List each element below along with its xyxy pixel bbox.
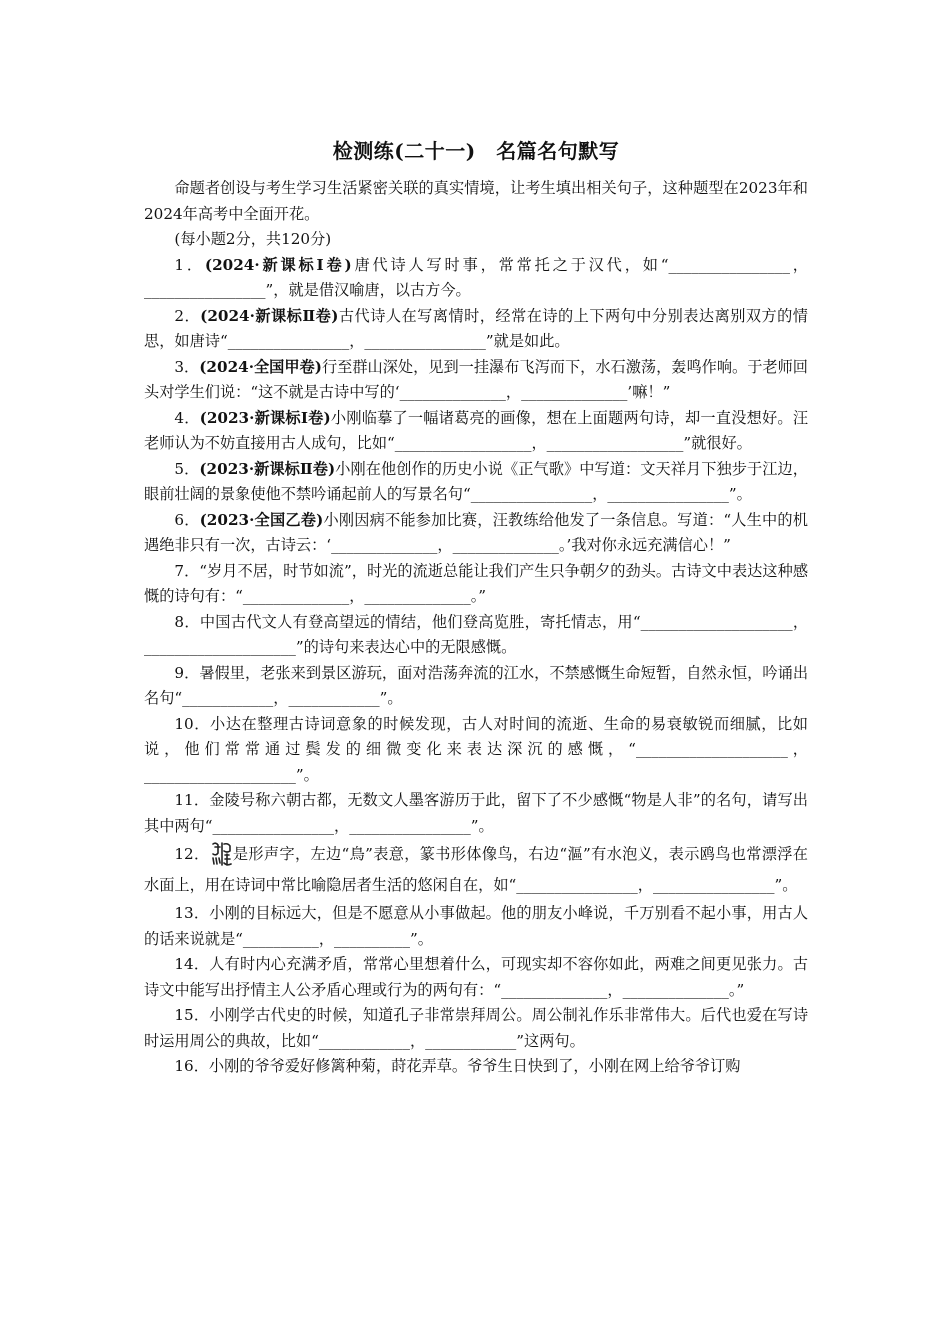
question-text: 人有时内心充满矛盾，常常心里想着什么，可现实却不容你如此，两难之间更见张力。古诗文中能写出抒情主人公矛盾心理或行为的两句有：“______________，______________。” — [144, 955, 809, 999]
question-source: (2024·全国甲卷) — [199, 357, 322, 376]
question-source: (2023·新课标Ⅱ卷) — [199, 459, 336, 478]
question-number: 7． — [174, 561, 200, 580]
question-number: 16． — [174, 1057, 209, 1075]
question-14 — [144, 952, 808, 1003]
question-text: 小刚的爷爷爱好修篱种菊，莳花弄草。爷爷生日快到了，小刚在网上给爷爷订购 — [208, 1057, 741, 1075]
seal-script-ou-character-icon — [210, 841, 232, 867]
question-number: 8． — [174, 612, 200, 631]
question-text: 古代诗人在写离情时，经常在诗的上下两句中分别表达离别双方的情思，如唐诗“________________，________________”就是如此。 — [144, 306, 808, 350]
question-text: “岁月不居，时节如流”，时光的流逝总能让我们产生只争朝夕的劲头。古诗文中表达这种感慨的诗句有：“______________，______________。” — [144, 561, 809, 605]
question-text: 金陵号称六朝古都，无数文人墨客游历于此，留下了不少感慨“物是人非”的名句，请写出其中两句“________________，________________”。 — [144, 791, 808, 835]
question-text: 小刚学古代史的时候，知道孔子非常崇拜周公。周公制礼作乐非常伟大。后代也爱在写诗时运用周公的典故，比如“____________，____________”这两句。 — [144, 1006, 809, 1050]
question-6 — [144, 508, 808, 559]
question-10 — [144, 712, 808, 789]
question-8 — [144, 610, 808, 661]
question-number: 13． — [174, 904, 210, 922]
question-4 — [144, 406, 808, 457]
question-number: 3． — [174, 357, 200, 376]
question-9 — [144, 661, 808, 712]
question-text: 小刚临摹了一幅诸葛亮的画像，想在上面题两句诗，却一直没想好。汪老师认为不妨直接用古人成句，比如“__________________，__________________”就很好。 — [144, 408, 809, 452]
question-source: (2024·新课标Ⅱ卷) — [200, 306, 339, 325]
question-number: 10． — [174, 714, 211, 733]
question-number: 11． — [174, 791, 210, 809]
intro-paragraph: 命题者创设与考生学习生活紧密关联的真实情境，让考生填出相关句子，这种题型在2023年和2024年高考中全面开花。 — [144, 179, 808, 223]
question-text: 小达在整理古诗词意象的时候发现，古人对时间的流逝、生命的易衰敏锐而细腻，比如说，他们常常通过鬓发的细微变化来表达深沉的感慨，“____________________，____________________”。 — [144, 714, 808, 784]
question-3 — [144, 355, 808, 406]
question-number: 4． — [174, 408, 200, 427]
question-number: 14． — [174, 955, 210, 973]
question-number: 12． — [174, 845, 210, 863]
question-number: 1． — [174, 255, 205, 274]
question-16 — [144, 1054, 808, 1080]
question-number: 15． — [174, 1006, 210, 1024]
question-text: 中国古代文人有登高望远的情结，他们登高览胜，寄托情志，用“____________________，____________________”的诗句来表达心中的无限感慨。 — [144, 612, 809, 656]
question-5 — [144, 457, 808, 508]
question-11 — [144, 788, 808, 839]
question-2 — [144, 304, 808, 355]
question-text: 小刚在他创作的历史小说《正气歌》中写道：文天祥月下独步于江边，眼前壮阔的景象使他不禁吟诵起前人的写景名句“________________，________________”。 — [144, 459, 808, 503]
question-12 — [144, 839, 808, 901]
question-text: 行至群山深处，见到一挂瀑布飞泻而下，水石激荡，轰鸣作响。于老师回头对学生们说：“这不就是古诗中写的‘______________，______________’嘛！” — [144, 357, 808, 401]
question-number: 9． — [174, 663, 200, 682]
question-1 — [144, 253, 808, 304]
question-15 — [144, 1003, 808, 1054]
question-text: 暑假里，老张来到景区游玩，面对浩荡奔流的江水，不禁感慨生命短暂，自然永恒，吟诵出名句“____________，____________”。 — [144, 663, 809, 707]
question-number: 6． — [174, 510, 200, 529]
question-7 — [144, 559, 808, 610]
question-number: 5． — [174, 459, 200, 478]
page-title: 检测练(二十一) 名篇名句默写 — [332, 139, 620, 163]
question-13 — [144, 901, 808, 952]
question-source: (2024·新课标Ⅰ卷) — [204, 255, 352, 274]
question-source: (2023·全国乙卷) — [199, 510, 324, 529]
question-text: 唐代诗人写时事，常常托之于汉代，如“________________，________________”，就是借汉喻唐，以古方今。 — [144, 255, 808, 299]
question-source: (2023·新课标Ⅰ卷) — [199, 408, 331, 427]
question-number: 2． — [174, 306, 201, 325]
question-text: 小刚因病不能参加比赛，汪教练给他发了一条信息。写道：“人生中的机遇绝非只有一次，古诗云：‘______________，______________。’我对你永远充满信心！” — [144, 510, 808, 554]
question-text: 小刚的目标远大，但是不愿意从小事做起。他的朋友小峰说，千万别看不起小事，用古人的话来说就是“__________，__________”。 — [144, 904, 809, 948]
score-note: (每小题2分，共120分) — [174, 230, 332, 248]
document-page — [144, 132, 808, 1080]
question-text: 是形声字，左边“鳥”表意，篆书形体像鸟，右边“漚”有水泡义，表示鸥鸟也常漂浮在水面上，用在诗词中常比喻隐居者生活的悠闲自在，如“________________，________________”。 — [144, 845, 808, 894]
